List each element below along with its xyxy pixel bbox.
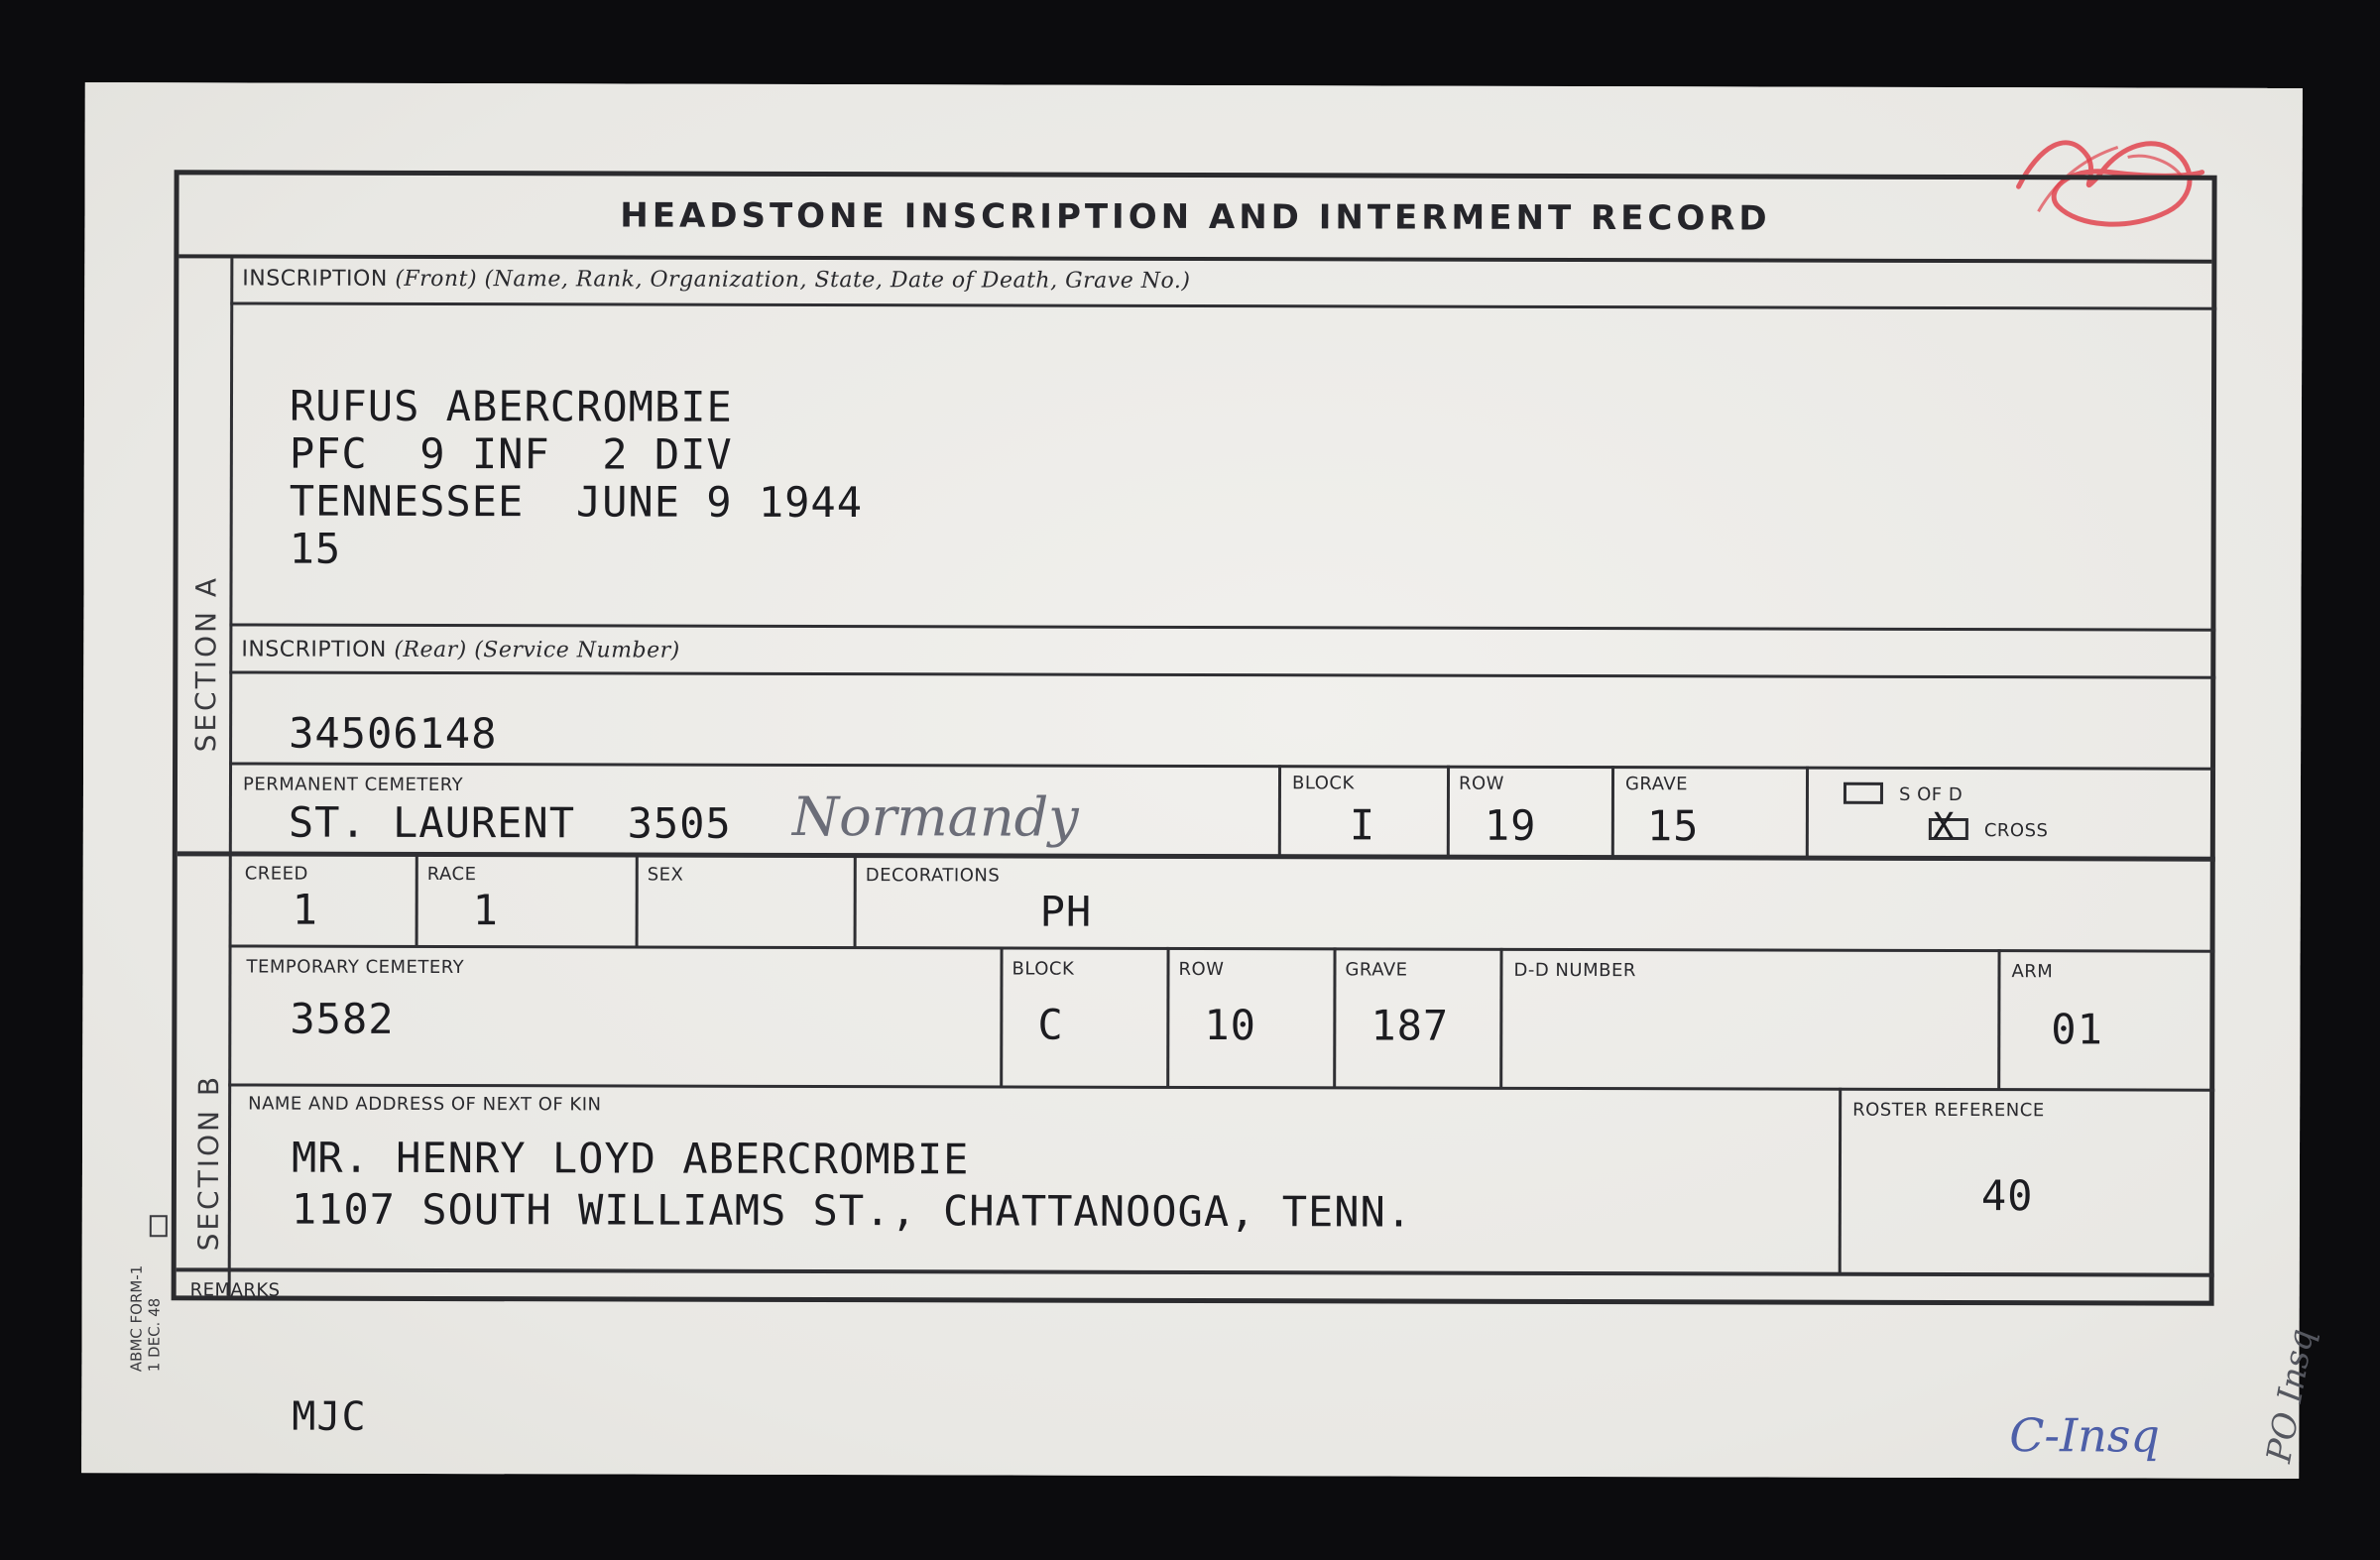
rule <box>229 762 2215 770</box>
inscription-front-line: TENNESSEE JUNE 9 1944 <box>289 476 864 528</box>
decorations-label: DECORATIONS <box>865 865 1001 887</box>
race-label: RACE <box>426 863 477 886</box>
block-value: I <box>1349 800 1376 850</box>
section-b-label: SECTION B <box>191 1073 226 1252</box>
form-date: 1 DEC. 48 <box>145 1297 164 1373</box>
handwritten-margin-note: PO Insq <box>2259 1325 2322 1466</box>
cross-check-mark: X <box>1932 805 1956 848</box>
grave-label: GRAVE <box>1624 774 1689 795</box>
inscription-front-label <box>242 266 1190 294</box>
rule <box>1806 767 1809 858</box>
temp-row-label: ROW <box>1178 958 1225 981</box>
temporary-cemetery-value: 3582 <box>290 994 395 1043</box>
temp-block-label: BLOCK <box>1012 958 1075 980</box>
inscription-front-label-text: INSCRIPTION <box>242 266 388 292</box>
row-label: ROW <box>1458 773 1505 794</box>
rule <box>854 855 857 948</box>
block-label: BLOCK <box>1291 773 1355 794</box>
initials: MJC <box>292 1393 367 1440</box>
cross-label: CROSS <box>1983 820 2049 842</box>
sex-label: SEX <box>647 864 684 886</box>
inscription-front-line: RUFUS ABERCROMBIE <box>289 381 733 431</box>
temporary-cemetery-label: TEMPORARY CEMETERY <box>246 956 465 979</box>
handwritten-blue-note: C-Insq <box>2009 1408 2160 1463</box>
form-title: HEADSTONE INSCRIPTION AND INTERMENT RECORD <box>178 175 2211 263</box>
arm-value: 01 <box>2051 1005 2103 1054</box>
permanent-cemetery-label: PERMANENT CEMETERY <box>242 774 464 796</box>
creed-value: 1 <box>292 885 319 934</box>
grave-value: 15 <box>1646 801 1700 851</box>
inscription-front-hint: (Front) (Name, Rank, Organization, State, Date of Death, Grave No.) <box>395 266 1191 294</box>
inscription-rear-hint: (Rear) (Service Number) <box>394 637 680 663</box>
rule <box>228 1083 2214 1091</box>
rule <box>1000 946 1003 1087</box>
roster-reference-value: 40 <box>1980 1171 2034 1221</box>
creed-label: CREED <box>244 863 308 885</box>
roster-reference-label: ROSTER REFERENCE <box>1852 1099 2045 1122</box>
temp-row-value: 10 <box>1204 1001 1256 1050</box>
form-number: ABMC FORM-1 <box>127 1264 146 1373</box>
temp-block-value: C <box>1037 1000 1064 1049</box>
rule <box>230 301 2216 309</box>
next-of-kin-label: NAME AND ADDRESS OF NEXT OF KIN <box>248 1093 602 1116</box>
handwritten-normandy: Normandy <box>791 784 1079 849</box>
rule <box>1611 766 1614 857</box>
rule <box>1278 765 1281 856</box>
decorations-value: PH <box>1039 887 1093 936</box>
temp-grave-label: GRAVE <box>1345 959 1408 981</box>
rule <box>229 944 2215 952</box>
inscription-rear-label-text: INSCRIPTION <box>241 637 387 662</box>
section-gutter-line <box>228 258 234 1297</box>
rule <box>1499 948 1502 1089</box>
next-of-kin-line: MR. HENRY LOYD ABERCROMBIE <box>291 1133 970 1184</box>
rule <box>1166 947 1169 1088</box>
section-divider <box>178 851 2215 861</box>
arm-label: ARM <box>2011 961 2054 983</box>
margin-box-icon <box>150 1215 168 1237</box>
rule <box>229 623 2215 631</box>
rule <box>229 670 2215 678</box>
rule <box>1333 947 1336 1088</box>
rule <box>636 855 639 948</box>
permanent-cemetery-value: ST. LAURENT 3505 <box>288 797 732 848</box>
s-of-d-label: S OF D <box>1898 783 1964 806</box>
rule <box>416 854 418 947</box>
temp-grave-value: 187 <box>1370 1001 1450 1050</box>
remarks-divider <box>177 1267 2214 1276</box>
inscription-front-line: PFC 9 INF 2 DIV <box>289 428 733 479</box>
inscription-rear-label <box>241 637 679 662</box>
inscription-front-line: 15 <box>289 524 342 573</box>
service-number: 34506148 <box>289 708 498 759</box>
rule <box>1839 1088 1842 1274</box>
form-identifier <box>127 1265 163 1373</box>
next-of-kin-line: 1107 SOUTH WILLIAMS ST., CHATTANOOGA, TENN. <box>291 1184 1413 1237</box>
race-value: 1 <box>472 886 500 935</box>
rule <box>1447 766 1450 857</box>
record-card <box>81 82 2322 1479</box>
dd-number-label: D-D NUMBER <box>1513 959 1636 982</box>
form-frame <box>172 170 2217 1305</box>
remarks-label: REMARKS <box>189 1279 281 1301</box>
s-of-d-checkbox[interactable] <box>1844 782 1883 804</box>
rule <box>1997 949 2000 1090</box>
section-a-label: SECTION A <box>189 574 223 753</box>
row-value: 19 <box>1484 800 1537 850</box>
